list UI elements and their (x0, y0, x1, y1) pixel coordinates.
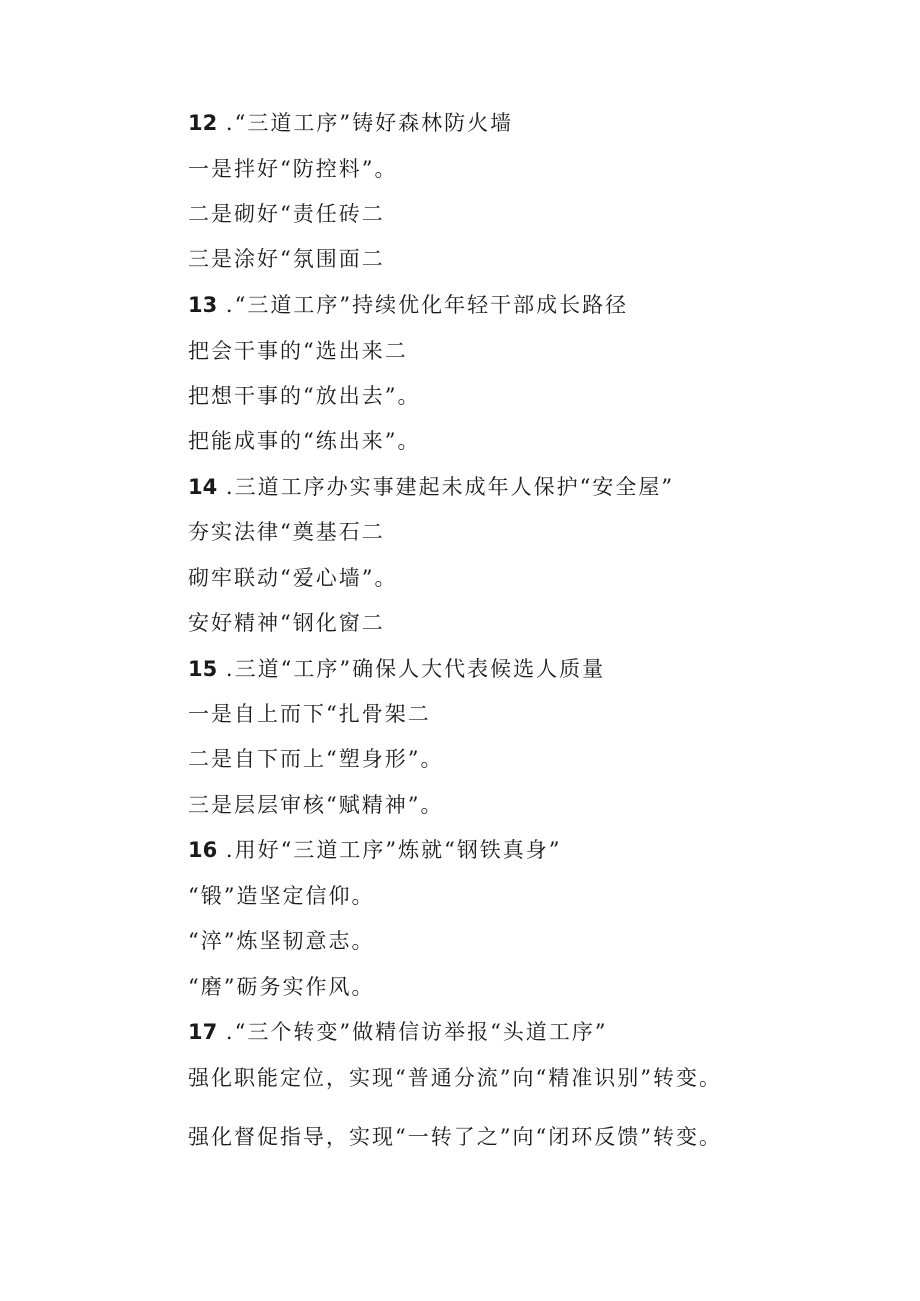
section-title: .“三道工序”持续优化年轻干部成长路径 (225, 293, 629, 317)
section-heading (188, 836, 562, 864)
list-item: 二是砌好“责任砖二 (188, 202, 385, 226)
list-item: “锻”造坚定信仰。 (188, 884, 375, 908)
section-number: 15 (188, 657, 218, 681)
list-item: 二是自下而上“塑身形”。 (188, 747, 444, 771)
section-heading (188, 1018, 608, 1046)
section-title: .三道“工序”确保人大代表候选人质量 (225, 657, 606, 681)
list-item: 把能成事的“练出来”。 (188, 429, 421, 453)
section-number: 12 (188, 111, 218, 135)
list-item: 把想干事的“放出去”。 (188, 384, 421, 408)
section-number: 16 (188, 838, 218, 862)
section-heading (188, 291, 628, 319)
list-item: “磨”砺务实作风。 (188, 975, 375, 999)
section-number: 13 (188, 293, 218, 317)
list-item: 一是拌好“防控料”。 (188, 157, 398, 181)
list-item: 砌牢联动“爱心墙”。 (188, 566, 398, 590)
list-item: 强化职能定位，实现“普通分流”向“精准识别”转变。 (188, 1066, 722, 1090)
section-number: 14 (188, 475, 218, 499)
list-item: 三是层层审核“赋精神”。 (188, 793, 444, 817)
list-item: 夯实法律“奠基石二 (188, 520, 385, 544)
section-title: .三道工序办实事建起未成年人保护“安全屋” (225, 475, 675, 499)
list-item: 三是涂好“氛围面二 (188, 247, 385, 271)
list-item: 一是自上而下“扎骨架二 (188, 702, 431, 726)
list-item: “淬”炼坚韧意志。 (188, 929, 375, 953)
list-item: 强化督促指导，实现“一转了之”向“闭环反馈”转变。 (188, 1125, 722, 1149)
section-number: 17 (188, 1020, 218, 1044)
section-heading (188, 109, 513, 137)
list-item: 安好精神“钢化窗二 (188, 611, 385, 635)
section-heading (188, 473, 674, 501)
list-item: 把会干事的“选出来二 (188, 339, 408, 363)
section-title: .用好“三道工序”炼就“钢铁真身” (225, 838, 562, 862)
section-title: .“三个转变”做精信访举报“头道工序” (225, 1020, 608, 1044)
section-title: .“三道工序”铸好森林防火墙 (225, 111, 514, 135)
section-heading (188, 655, 605, 683)
